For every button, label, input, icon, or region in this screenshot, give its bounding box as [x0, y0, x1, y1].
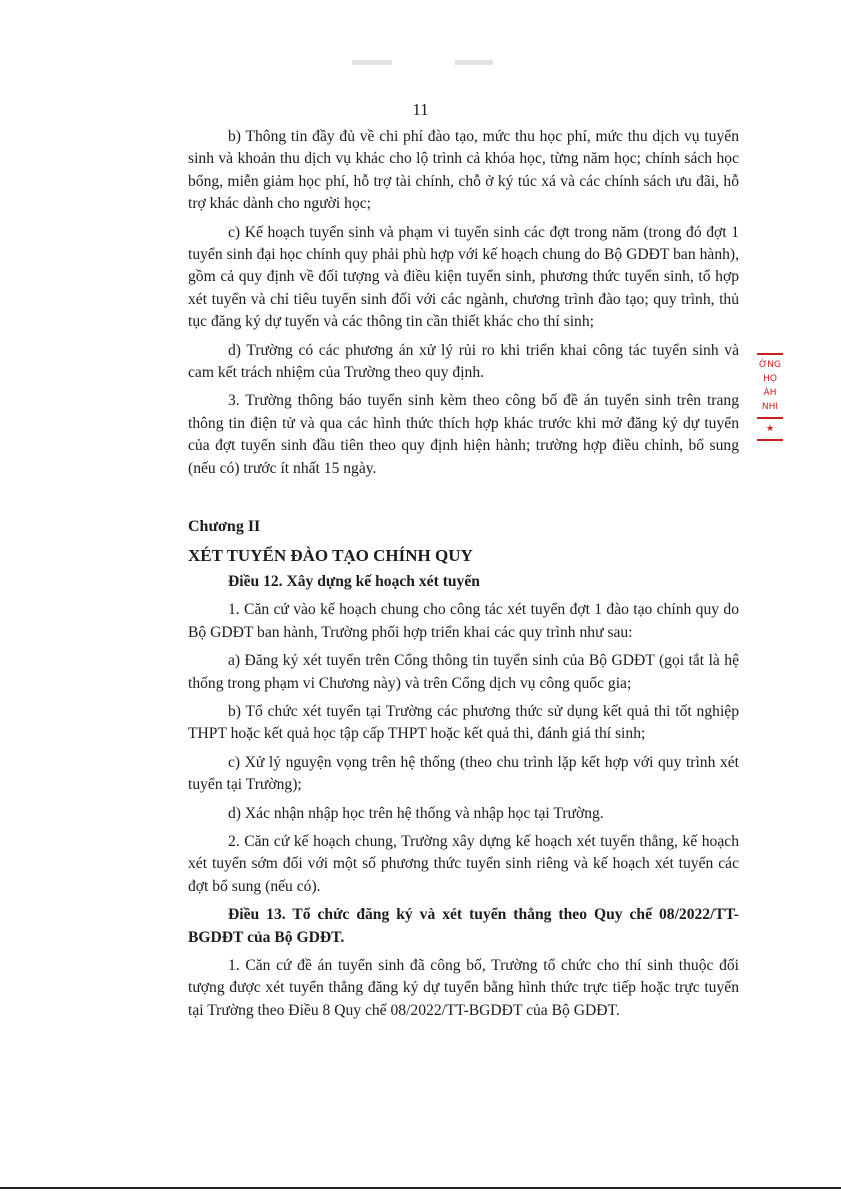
document-body — [188, 126, 739, 1028]
seal-text: NHI — [761, 402, 779, 412]
paragraph: 1. Căn cứ đề án tuyển sinh đã công bố, Trường tổ chức cho thí sinh thuộc đối tượng được xét tuyển thẳng đăng ký dự tuyển bằng hình thức trực tiếp hoặc trực tuyến tại Trường theo Điều 8 Quy chế 08/2022/TT-BGDĐT của Bộ GDĐT. — [188, 957, 739, 1019]
page-number: 11 — [412, 100, 429, 119]
seal-text: HỌ — [763, 374, 777, 384]
star-icon: ★ — [765, 424, 775, 434]
seal-text: ÀH — [763, 388, 777, 398]
seal-text: ỜNG — [759, 360, 781, 370]
paragraph: b) Thông tin đầy đủ về chi phí đào tạo, mức thu học phí, mức thu dịch vụ tuyển sinh và khoản thu dịch vụ khác cho lộ trình cả khóa học, từng năm học; chính sách học bổng, miễn giảm học phí, hỗ trợ tài chính, chỗ ở ký túc xá và các chính sách ưu đãi, hỗ trợ khác dành cho người học; — [188, 128, 739, 213]
chapter-number: Chương II — [188, 518, 261, 536]
paragraph: 2. Căn cứ kế hoạch chung, Trường xây dựng kế hoạch xét tuyển thẳng, kế hoạch xét tuyển sớm đối với một số phương thức tuyển sinh riêng và kế hoạch xét tuyển các đợt bổ sung (nếu có). — [188, 832, 739, 895]
chapter-title: XÉT TUYỂN ĐÀO TẠO CHÍNH QUY — [188, 545, 473, 565]
paragraph: d) Xác nhận nhập học trên hệ thống và nhập học tại Trường. — [228, 804, 604, 822]
paragraph: c) Xử lý nguyện vọng trên hệ thống (theo chu trình lặp kết hợp với quy trình xét tuyển tại Trường); — [188, 753, 739, 794]
seal-line — [757, 439, 783, 441]
paragraph: 1. Căn cứ vào kế hoạch chung cho công tác xét tuyển đợt 1 đào tạo chính quy do Bộ GDĐT ban hành, Trường phối hợp triển khai các quy trình như sau: — [188, 601, 739, 641]
paragraph: b) Tổ chức xét tuyển tại Trường các phương thức sử dụng kết quả thi tốt nghiệp THPT hoặc kết quả học tập cấp THPT hoặc kết quả thi, đánh giá thí sinh; — [188, 702, 739, 743]
scan-artifact — [352, 60, 392, 65]
article-13-title: Điều 13. Tổ chức đăng ký và xét tuyển thẳng theo Quy chế 08/2022/TT-BGDĐT của Bộ GDĐT. — [188, 906, 739, 946]
seal-line — [757, 417, 783, 419]
paragraph: c) Kế hoạch tuyển sinh và phạm vi tuyển sinh các đợt trong năm (trong đó đợt 1 tuyển sinh đại học chính quy phải phù hợp với kế hoạch chung do Bộ GDĐT ban hành), gồm cả quy định về đối tượng và điều kiện tuyển sinh, phương thức tuyển sinh, tổ hợp xét tuyển và chỉ tiêu tuyển sinh đối với các ngành, chương trình đào tạo; quy trình, thủ tục đăng ký dự tuyển và các thông tin cần thiết khác cho thí sinh; — [188, 223, 739, 331]
seal-line — [757, 353, 783, 355]
article-12-title: Điều 12. Xây dựng kế hoạch xét tuyển — [228, 572, 480, 590]
paragraph: d) Trường có các phương án xử lý rủi ro khi triển khai công tác tuyển sinh và cam kết trách nhiệm của Trường theo quy định. — [188, 341, 739, 382]
scan-artifact — [455, 60, 493, 65]
paragraph: 3. Trường thông báo tuyển sinh kèm theo công bố đề án tuyển sinh trên trang thông tin điện tử và qua các hình thức thích hợp khác trước khi mở đăng ký dự tuyển của đợt tuyển sinh đầu tiên theo quy định hiện hành; trường hợp điều chỉnh, bổ sung (nếu có) trước ít nhất 15 ngày. — [188, 392, 739, 477]
red-seal-fragment — [753, 350, 787, 490]
page-bottom-border — [0, 1187, 841, 1189]
paragraph: a) Đăng ký xét tuyển trên Cổng thông tin tuyển sinh của Bộ GDĐT (gọi tắt là hệ thống trong phạm vi Chương này) và trên Cổng dịch vụ công quốc gia; — [188, 652, 739, 692]
